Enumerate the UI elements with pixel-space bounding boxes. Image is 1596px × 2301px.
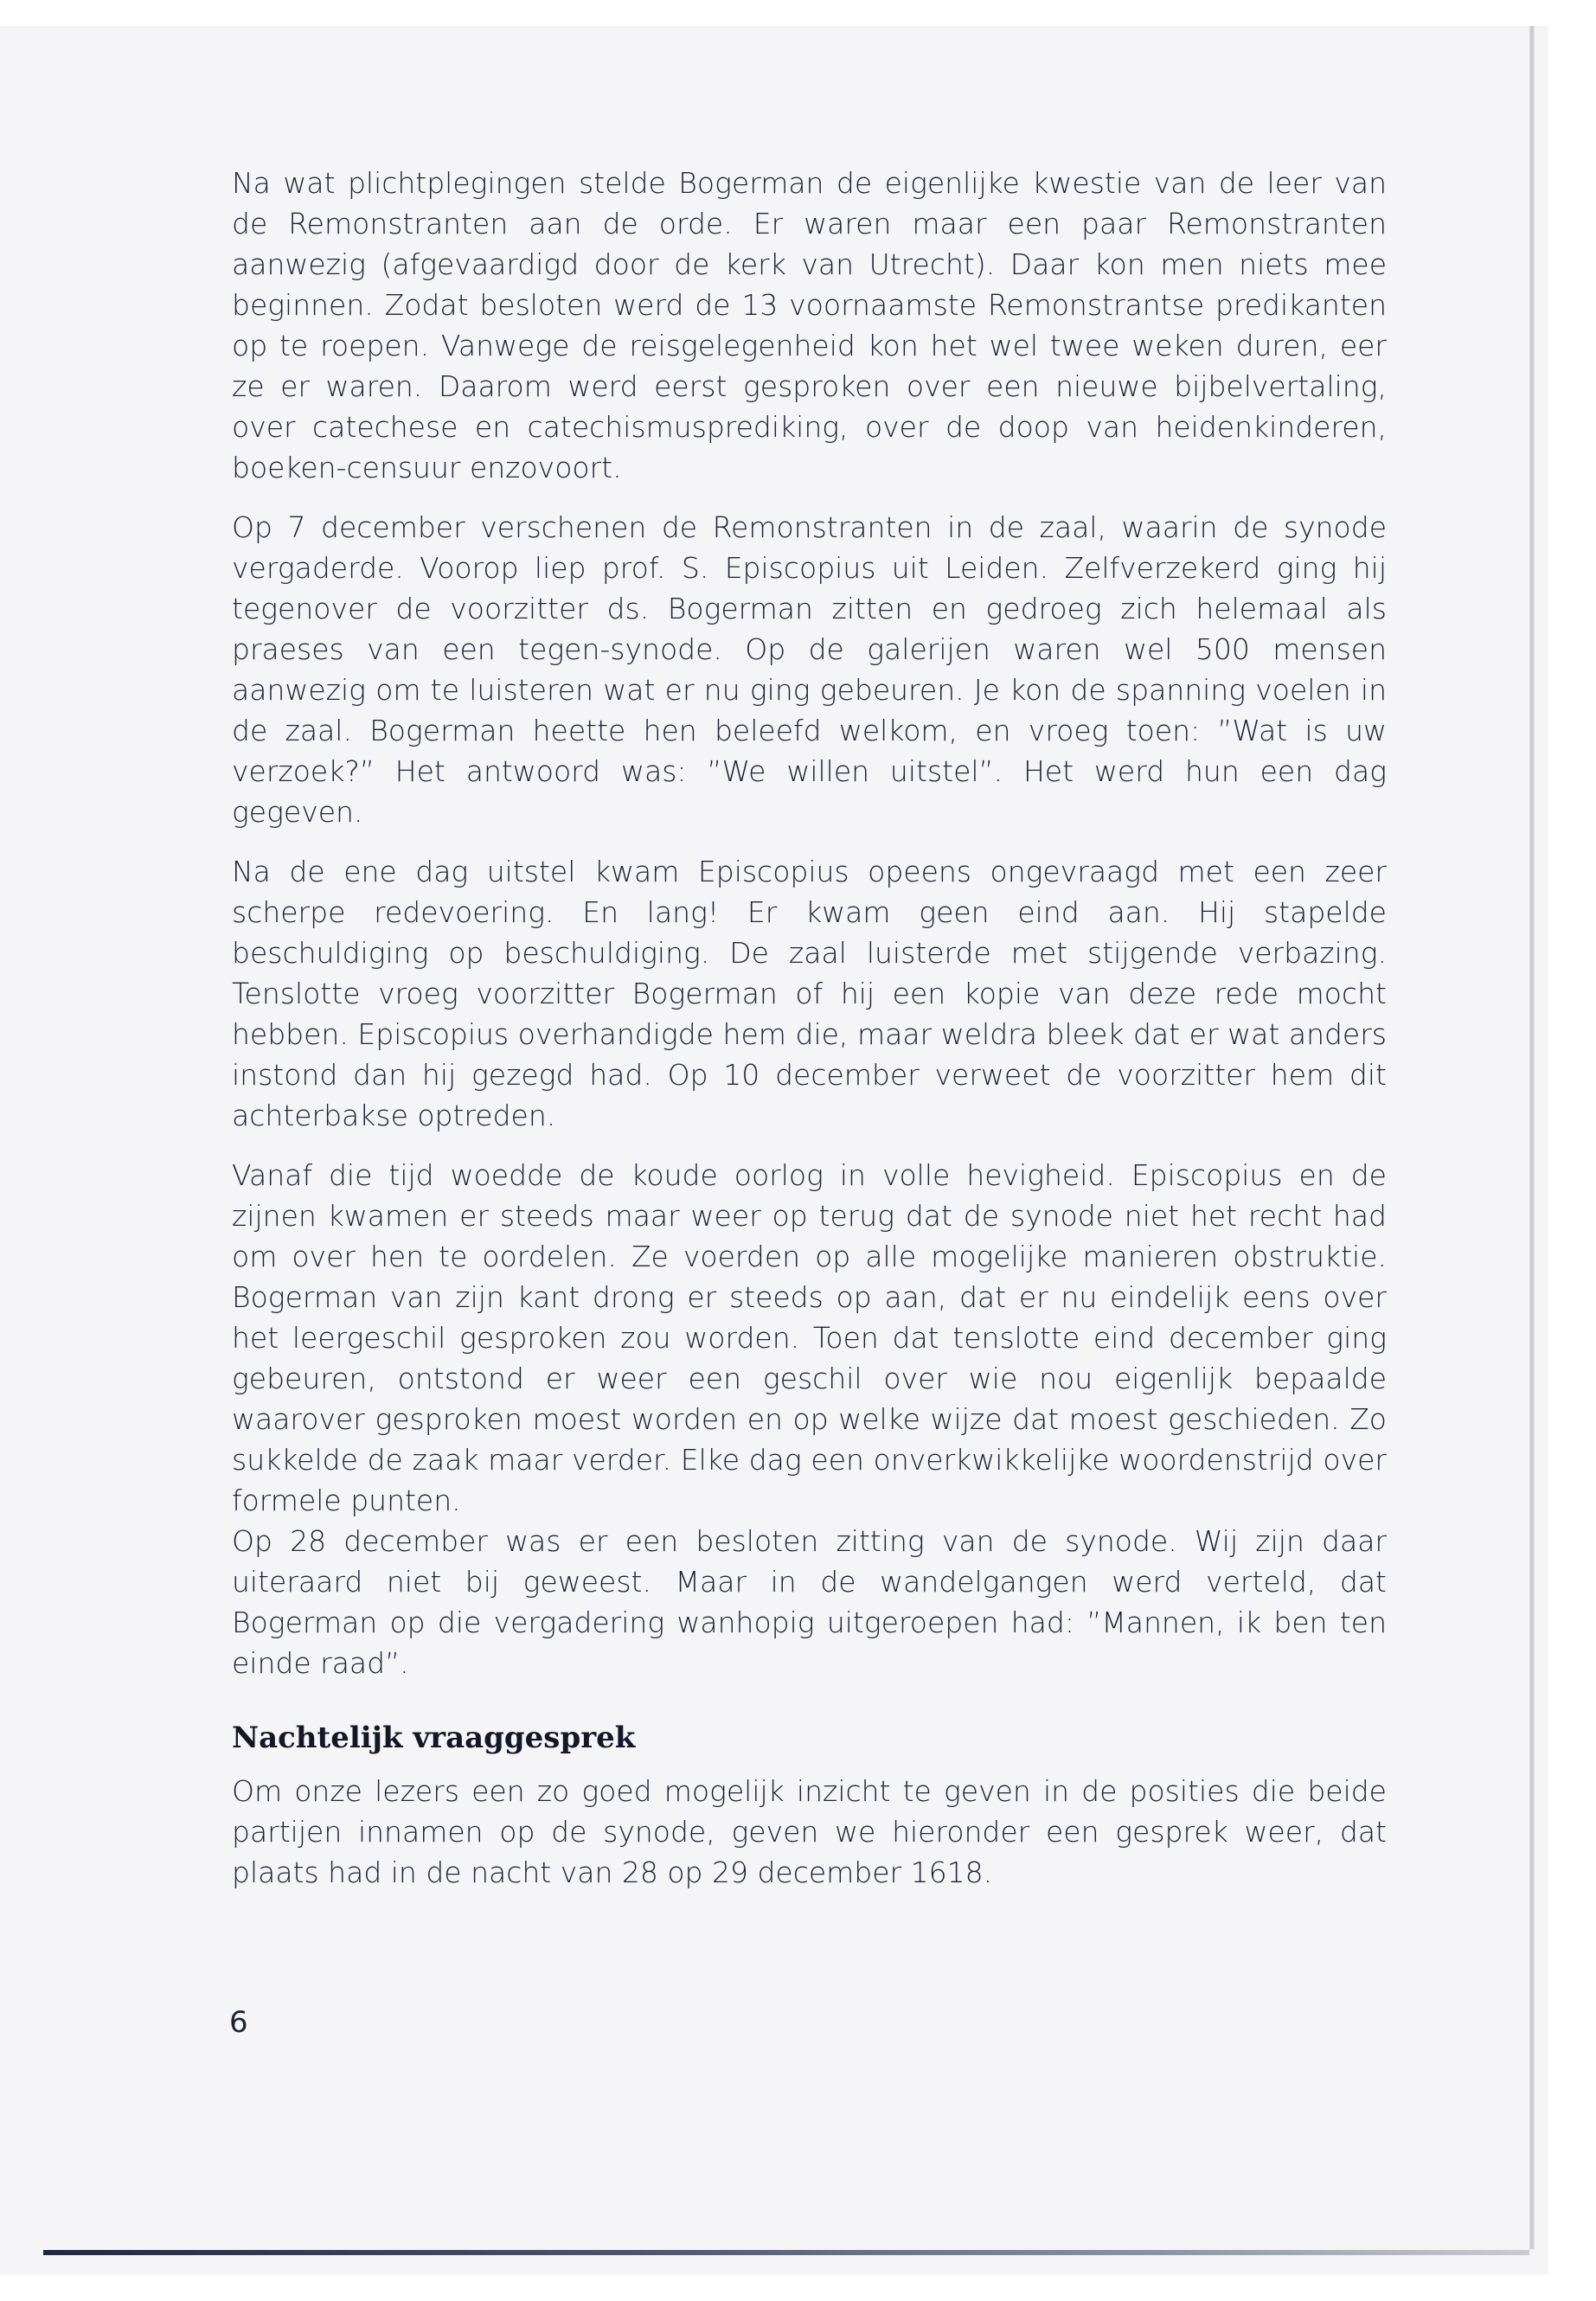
paragraph-1: Na wat plichtplegingen stelde Bogerman de eigenlijke kwestie van de leer van de Remonstranten aan de orde. Er waren maar een paar Remonstranten aanwezig (afgevaardigd door de kerk van Utrecht). Daar kon men niets mee beginnen. Zodat besloten werd de 13 voornaamste Remonstrantse predikanten op te roepen. Vanwege de reisgelegenheid kon het wel twee weken duren, eer ze er waren. Daarom werd eerst gesproken over een nieuwe bijbelvertaling, over catechese en catechismusprediking, over de doop van heidenkinderen, boeken-censuur enzovoort. bbox=[232, 166, 1387, 484]
closing-paragraph: Om onze lezers een zo goed mogelijk inzicht te geven in de posities die beide partijen innamen op de synode, geven we hieronder een gesprek weer, dat plaats had in de nacht van 28 op 29 december 1618. bbox=[232, 1774, 1387, 1889]
page-right-edge bbox=[1529, 26, 1535, 2249]
page-number: 6 bbox=[229, 2005, 248, 2040]
paragraph-2: Op 7 december verschenen de Remonstranten in de zaal, waarin de synode vergaderde. Voorop liep prof. S. Episcopius uit Leiden. Zelfverzekerd ging hij tegenover de voorzitter ds. Bogerman zitten en gedroeg zich helemaal als praeses van een tegen-synode. Op de galerijen waren wel 500 mensen aanwezig om te luisteren wat er nu ging gebeuren. Je kon de spanning voelen in de zaal. Bogerman heette hen beleefd welkom, en vroeg toen: ”Wat is uw verzoek?” Het antwoord was: ”We willen uitstel”. Het werd hun een dag gegeven. bbox=[232, 510, 1387, 829]
page-content bbox=[232, 163, 1387, 1912]
paragraph-4: Vanaf die tijd woedde de koude oorlog in volle hevigheid. Episcopius en de zijnen kwamen er steeds maar weer op terug dat de synode niet het recht had om over hen te oordelen. Ze voerden op alle mogelijke manieren obstruktie. Bogerman van zijn kant drong er steeds op aan, dat er nu eindelijk eens over het leergeschil gesproken zou worden. Toen dat tenslotte eind december ging gebeuren, ontstond er weer een geschil over wie nou eigenlijk bepaalde waarover gesproken moest worden en op welke wijze dat moest geschieden. Zo sukkelde de zaak maar verder. Elke dag een onverkwikkelijke woordenstrijd over formele punten. bbox=[232, 1158, 1387, 1517]
section-heading: Nachtelijk vraaggesprek bbox=[232, 1721, 636, 1755]
page-bottom-edge bbox=[43, 2250, 1529, 2255]
paragraph-5: Op 28 december was er een besloten zitting van de synode. Wij zijn daar uiteraard niet bij geweest. Maar in de wandelgangen werd verteld, dat Bogerman op die vergadering wanhopig uitgeroepen had: ”Mannen, ik ben ten einde raad”. bbox=[232, 1524, 1387, 1680]
paragraph-3: Na de ene dag uitstel kwam Episcopius opeens ongevraagd met een zeer scherpe redevoering. En lang! Er kwam geen eind aan. Hij stapelde beschuldiging op beschuldiging. De zaal luisterde met stijgende verbazing. Tenslotte vroeg voorzitter Bogerman of hij een kopie van deze rede mocht hebben. Episcopius overhandigde hem die, maar weldra bleek dat er wat anders instond dan hij gezegd had. Op 10 december verweet de voorzitter hem dit achterbakse optreden. bbox=[232, 855, 1387, 1132]
